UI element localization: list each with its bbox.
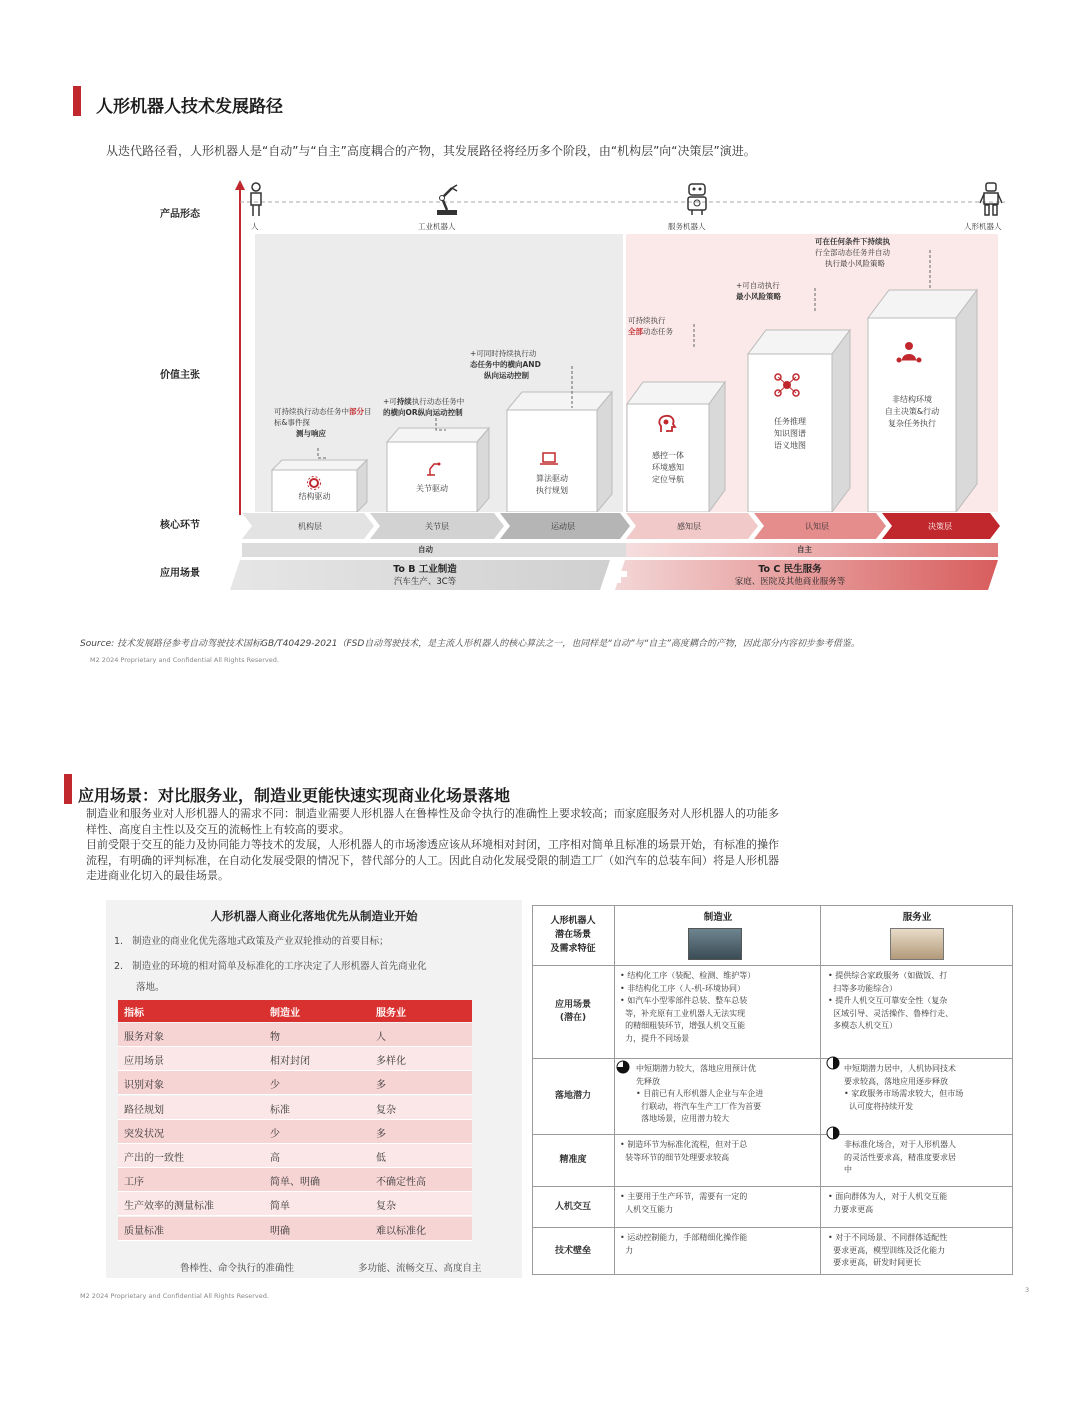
rt-row-label — [534, 999, 612, 1024]
rt-cell-line: 力 — [620, 1245, 634, 1255]
rt-cell-line: 力，提升不同场景 — [620, 1033, 690, 1043]
rt-cell-line: 行联动，将汽车生产工厂作为首要 — [636, 1101, 762, 1111]
app-left: To B 工业制造 汽车生产、3C等 — [393, 564, 457, 587]
box-label-6: 非结构环境 自主决策&行动 复杂任务执行 — [884, 395, 940, 428]
source-note: Source: 技术发展路径参考自动驾驶技术国标GB/T40429-2021（FSD自动驾驶技术，是主流人形机器人的核心算法之一，也同样是“自动”与“自主”高度耦合的产物，因此部分内容初步参考借鉴。 — [80, 639, 860, 649]
table-cell: 多 — [376, 1080, 386, 1092]
factory-photo — [688, 928, 742, 960]
table-cell: 高 — [270, 1153, 280, 1164]
footer-1: M2 2024 Proprietary and Confidential All Rights Reserved. — [90, 656, 279, 664]
rt-row-label-line: 人机交互 — [554, 1201, 591, 1212]
table-cell: 简单、明确 — [270, 1177, 320, 1189]
table-cell: 明确 — [270, 1225, 290, 1237]
rt-cell-line: 中短期潜力较大，落地应用预计优 — [636, 1064, 756, 1073]
box-label-1: 结构驱动 — [298, 492, 331, 501]
rt-cell-line: 要求较高，落地应用逐步释放 — [844, 1076, 948, 1086]
humanoid-robot-icon — [979, 182, 1003, 216]
rt-col-service: 服务业 — [902, 912, 932, 923]
box-label-4: 感控一体 环境感知 定位导航 — [652, 451, 684, 484]
value-annotation-6: 可在任何条件下持续执 行全部动态任务并自动 执行最小风险策略 — [815, 237, 890, 268]
left-point-1: 1. 制造业的商业化优先落地式政策及产业双轮推动的首要目标； — [114, 936, 389, 947]
rt-hline-3 — [532, 1134, 1013, 1135]
rt-cell-line: • 如汽车小型零部件总装、整车总装 — [620, 996, 748, 1005]
value-annotation-1: 可持续执行动态任务中部分目标&事件探 测与响应 — [274, 407, 372, 438]
rt-cell-line: • 制造环节为标准化流程，但对于总 — [620, 1140, 748, 1149]
rt-cell-line: • 家政服务市场需求较大，但市场 — [844, 1089, 964, 1098]
rt-service-cell — [844, 1139, 1034, 1177]
table-cell: 多样化 — [376, 1056, 406, 1068]
rt-cell-line: 中短期潜力居中，人机协同技术 — [844, 1064, 956, 1073]
rt-col-manufacturing: 制造业 — [703, 912, 733, 923]
table-cell: 工序 — [124, 1177, 144, 1189]
table-cell: 突发状况 — [124, 1128, 164, 1140]
table-row — [118, 1120, 472, 1144]
table-cell: 服务对象 — [124, 1032, 164, 1043]
table-cell: 复杂 — [376, 1201, 396, 1213]
left-bottom-left: 鲁棒性、命令执行的准确性 — [180, 1263, 295, 1274]
core-layer-6: 决策层 — [928, 522, 952, 531]
table-cell: 简单 — [270, 1201, 290, 1213]
home-service-photo — [890, 928, 944, 960]
industrial-robot-icon — [434, 182, 460, 216]
page-number: 3 — [1025, 1286, 1030, 1294]
rt-cell-line: 区域引导、灵活操作、鲁棒行走、 — [828, 1008, 954, 1018]
product-form-human: 人 — [251, 222, 259, 231]
service-precision-pie-icon — [826, 1126, 840, 1140]
table-row — [118, 1217, 472, 1241]
left-bottom-right: 多功能、流畅交互、高度自主 — [358, 1263, 482, 1274]
rt-service-cell — [828, 1232, 1018, 1270]
plus-icon — [609, 565, 627, 583]
rt-manufacturing-cell — [620, 1191, 810, 1216]
autonomy-bar — [626, 543, 998, 557]
table-cell: 不确定性高 — [376, 1177, 426, 1189]
section1-intro: 从迭代路径看，人形机器人是“自动”与“自主”高度耦合的产物，其发展路径将经历多个阶段，由“机构层”向“决策层”演进。 — [106, 144, 756, 158]
rt-cell-line: • 面向群体为人，对于人机交互能 — [828, 1192, 948, 1201]
box-label-2: 关节驱动 — [416, 484, 448, 493]
rt-cell-line: 装等环节的细节处理要求较高 — [620, 1152, 730, 1162]
table-row — [118, 1168, 472, 1192]
rt-hline-1 — [532, 965, 1013, 966]
rt-manufacturing-cell — [636, 1063, 826, 1126]
app-right: To C 民生服务 家庭、医院及其他商业服务等 — [734, 564, 846, 587]
gear-icon — [307, 476, 321, 490]
rt-cell-line: • 运动控制能力，手部精细化操作能 — [620, 1233, 748, 1242]
table-cell: 低 — [376, 1153, 386, 1164]
table-cell: 少 — [270, 1080, 280, 1092]
table-cell: 路径规划 — [124, 1104, 164, 1116]
auto-bar — [242, 543, 626, 557]
rt-manufacturing-cell — [620, 1232, 810, 1257]
rt-cell-line: 要求更高，研发时间更长 — [828, 1258, 922, 1267]
section1-title: 人形机器人技术发展路径 — [96, 97, 283, 117]
service-potential-pie-icon — [826, 1056, 840, 1070]
rt-cell-line: • 提升人机交互可靠安全性（复杂 — [828, 996, 948, 1005]
rt-cell-line: 中 — [844, 1165, 852, 1174]
row-label-core: 核心环节 — [160, 520, 200, 531]
section1-title-bar — [73, 86, 81, 116]
rt-row-label — [534, 1090, 612, 1103]
rt-hline-4 — [532, 1186, 1013, 1187]
autonomy-label: 自主 — [797, 545, 812, 554]
rt-cell-line: • 主要用于生产环节，需要有一定的 — [620, 1192, 748, 1201]
rt-cell-line: 多模态人机交互） — [828, 1021, 898, 1030]
value-annotation-4: 可持续执行 全部动态任务 — [628, 316, 673, 336]
table-row — [118, 1071, 472, 1095]
rt-cell-line: • 非结构化工序（人-机-环境协同） — [620, 983, 746, 993]
rt-hline-2 — [532, 1058, 1013, 1059]
table-row — [118, 1144, 472, 1168]
rt-cell-line: 落地场景，应用潜力较大 — [636, 1114, 730, 1123]
rt-row-label — [534, 1201, 612, 1214]
rt-row-label-line: 精准度 — [559, 1155, 587, 1165]
rt-cell-line: 的精细粗装环节，增强人机交互能 — [620, 1021, 746, 1030]
rt-cell-line: 力要求更高 — [828, 1204, 874, 1214]
table-row — [118, 1096, 472, 1120]
table-cell: 难以标准化 — [376, 1225, 426, 1237]
rt-cell-line: • 对于不同场景、不同群体适配性 — [828, 1233, 948, 1242]
core-layer-2: 关节层 — [425, 522, 449, 531]
product-form-service: 服务机器人 — [668, 222, 706, 231]
auto-label: 自动 — [418, 545, 433, 554]
value-annotation-5: +可自动执行 最小风险策略 — [736, 281, 781, 301]
rt-cell-line: 非标准化场合，对于人形机器人 — [844, 1140, 956, 1149]
footer-2: M2 2024 Proprietary and Confidential All Rights Reserved. — [80, 1292, 269, 1300]
section2-intro: 制造业和服务业对人形机器人的需求不同：制造业需要人形机器人在鲁棒性及命令执行的准确性上要求较高；而家庭服务对人形机器人的功能多 样性、高度自主性以及交互的流畅性上有较高的要求。 目前受限于交互的能力及协同能力等技术的发展，人形机器人的市场渗透应该从环境相对封闭，工序相对简单且标准的场景开始，有标准的操作 流程，有明确的评判标准，在自动化发展受限的情况下，替代部分的人工。因此自动化发展受限的制造工厂（如汽车的总装车间）将是人形机器 走进商业化切入的最佳场景。 — [86, 807, 779, 882]
table-row — [118, 1047, 472, 1071]
rt-cell-line: 认可度将持续开发 — [844, 1101, 914, 1111]
rt-vline-1 — [614, 905, 615, 1275]
table-cell: 物 — [270, 1032, 280, 1043]
rt-service-cell — [844, 1063, 1034, 1113]
table-cell: 相对封闭 — [270, 1056, 310, 1068]
human-icon — [246, 182, 266, 218]
manufacturing-potential-pie-icon — [616, 1060, 630, 1074]
rt-row-label-line: (潜在) — [559, 1012, 587, 1023]
service-robot-icon — [685, 182, 709, 216]
annotation-connectors — [300, 240, 950, 470]
core-layer-4: 感知层 — [677, 522, 701, 531]
rt-cell-line: • 目前已有人形机器人企业与车企进 — [636, 1089, 764, 1098]
rt-cell-line: 等，补充原有工业机器人无法实现 — [620, 1008, 746, 1018]
row-label-product-form: 产品形态 — [160, 209, 200, 220]
rt-service-cell — [828, 1191, 1018, 1216]
rt-row-label — [534, 1245, 612, 1258]
rt-cell-line: • 提供综合家政服务（如做饭、打 — [828, 971, 948, 980]
rt-hline-5 — [532, 1227, 1013, 1228]
rt-corner: 人形机器人 潜在场景 及需求特征 — [550, 916, 596, 954]
box-label-5: 任务推理 知识图谱 语义地图 — [774, 417, 806, 450]
core-layer-1: 机构层 — [298, 522, 322, 531]
product-form-industrial: 工业机器人 — [418, 222, 456, 231]
table-row — [118, 1023, 472, 1047]
left-point-2: 2. 制造业的环境的相对简单及标准化的工序决定了人形机器人首先商业化 落地。 — [114, 961, 427, 993]
rt-cell-line: 先释放 — [636, 1076, 660, 1086]
rt-cell-line: • 结构化工序（装配、检测、维护等） — [620, 971, 756, 980]
table-cell: 产出的一致性 — [124, 1153, 184, 1164]
rt-cell-line: 要求更高，模型训练及泛化能力 — [828, 1245, 946, 1255]
rt-row-label-line: 技术壁垒 — [554, 1246, 591, 1256]
rt-cell-line: 扫等多功能综合） — [828, 983, 898, 993]
box-label-3: 算法驱动 执行规划 — [536, 474, 568, 495]
table-cell: 质量标准 — [124, 1225, 164, 1237]
core-layer-5: 认知层 — [805, 522, 829, 531]
table-cell: 标准 — [270, 1104, 290, 1116]
table-row — [118, 1192, 472, 1216]
rt-row-label-line: 应用场景 — [554, 1000, 591, 1010]
left-panel-title: 人形机器人商业化落地优先从制造业开始 — [210, 909, 418, 923]
value-annotation-3: +可同时持续执行动 态任务中的横向AND 纵向运动控制 — [470, 349, 541, 380]
section2-title-bar — [64, 774, 72, 804]
rt-cell-line: 人机交互能力 — [620, 1204, 674, 1214]
row-label-value: 价值主张 — [160, 370, 200, 381]
table-cell: 复杂 — [376, 1104, 396, 1116]
rt-service-cell — [828, 970, 1018, 1033]
table-cell: 识别对象 — [124, 1080, 164, 1092]
rt-manufacturing-cell — [620, 970, 810, 1045]
rt-cell-line: 的灵活性要求高，精准度要求居 — [844, 1152, 956, 1162]
table-cell: 少 — [270, 1128, 280, 1140]
table-cell: 人 — [376, 1032, 386, 1043]
table-cell: 应用场景 — [124, 1056, 164, 1068]
rt-row-label — [534, 1154, 612, 1167]
rt-manufacturing-cell — [620, 1139, 810, 1164]
core-layer-3: 运动层 — [551, 522, 575, 531]
table-cell: 多 — [376, 1128, 386, 1140]
table-cell: 生产效率的测量标准 — [124, 1201, 214, 1213]
left-table-header: 指标 制造业 服务业 — [118, 1000, 472, 1022]
section2-title: 应用场景：对比服务业，制造业更能快速实现商业化场景落地 — [78, 786, 511, 805]
row-label-application: 应用场景 — [160, 568, 200, 579]
rt-row-label-line: 落地潜力 — [554, 1091, 591, 1101]
value-annotation-2: +可持续执行动态任务中 的横向OR纵向运动控制 — [383, 397, 465, 417]
product-form-humanoid: 人形机器人 — [964, 222, 1002, 231]
